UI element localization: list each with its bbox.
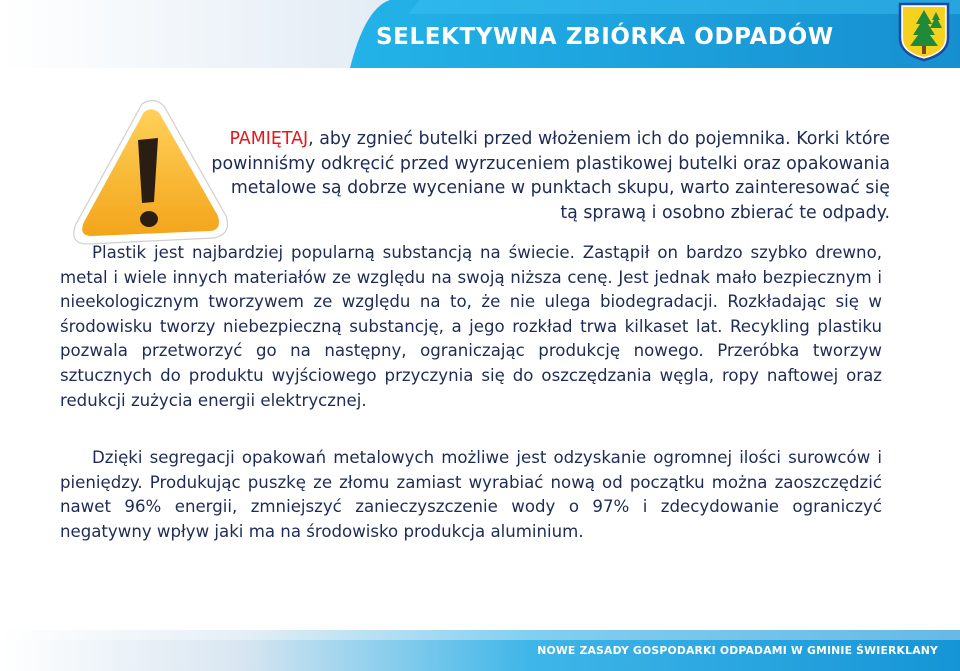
reminder-paragraph [210, 127, 890, 225]
footer-text: NOWE ZASADY GOSPODARKI ODPADAMI W GMINIE ŚWIERKLANY [537, 644, 938, 657]
metal-paragraph: Dzięki segregacji opakowań metalowych możliwe jest odzyskanie ogromnej ilości surowców i pieniędzy. Produkując puszkę ze złomu zamiast wyrabiać nową od początku można zaoszczędzić nawet 96% energii, zmniejszyć zanieczyszczenie wody o 97% i zdecydowanie ograniczyć negatywny wpływ jaki ma na środowisko produkcja aluminium. [60, 448, 882, 541]
reminder-text: , aby zgnieć butelki przed włożeniem ich do pojemnika. Korki które powinniśmy odkręcić przed wyrzuceniem plastikowej butelki oraz opakowania metalowe są dobrze wyceniane w punktach skupu, warto zainteresować się tą sprawą i osobno zbierać te odpady. [211, 129, 890, 223]
page-title: SELEKTYWNA ZBIÓRKA ODPADÓW [376, 24, 834, 50]
plastic-paragraph: Plastik jest najbardziej popularną substancją na świecie. Zastąpił on bardzo szybko drewno, metal i wiele innych materiałów ze względu na swoją niższa cenę. Jest jednak mało bezpiecznym i nieekologicznym tworzywem ze względu na to, że nie ulega biodegradacji. Rozkładając się w środowisku tworzy niebezpieczną substancję, a jego rozkład trwa kilkaset lat. Recykling plastiku pozwala przetworzyć go na następny, ograniczając produkcję nowego. Przeróbka tworzyw sztucznych do produktu wyjściowego przyczynia się do oszczędzania węgla, ropy naftowej oraz redukcji zużycia energii elektrycznej. [60, 243, 882, 410]
header-banner [0, 0, 960, 68]
reminder-highlight: PAMIĘTAJ [229, 129, 309, 149]
warning-exclamation-icon [70, 98, 230, 246]
footer-banner [0, 630, 960, 671]
tree-crest-icon [898, 2, 950, 62]
